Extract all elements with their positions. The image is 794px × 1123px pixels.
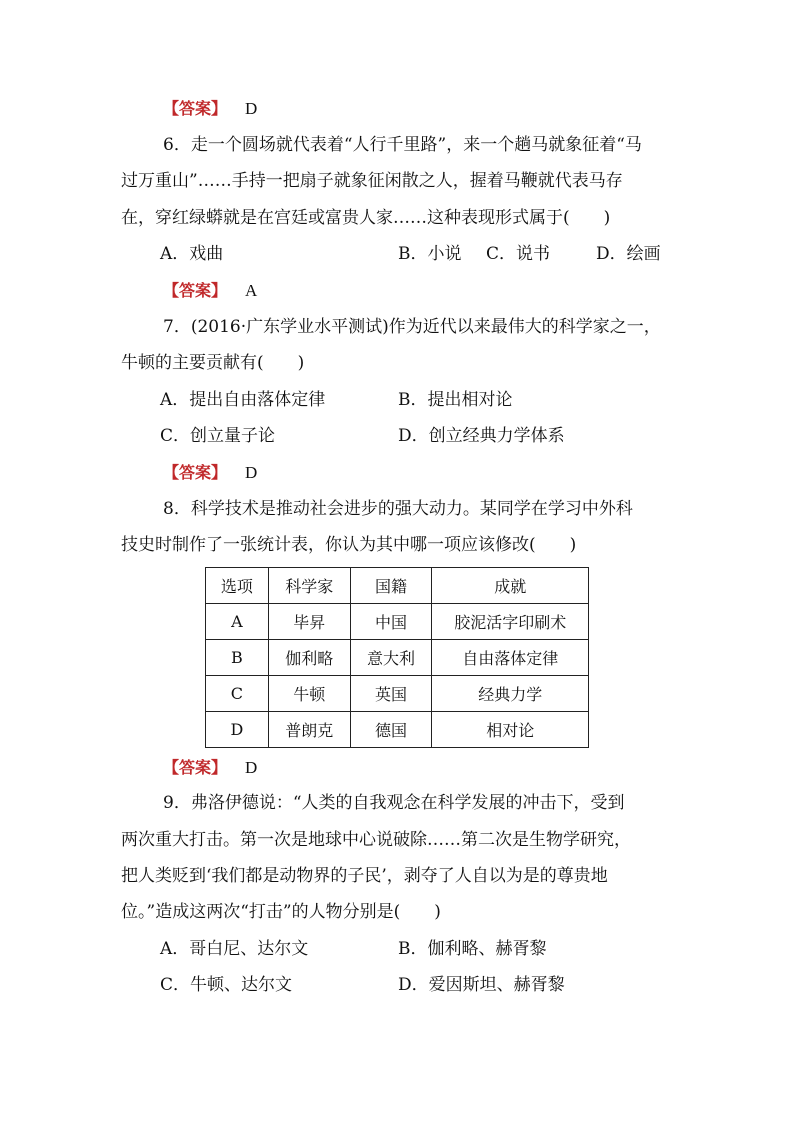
answer-line: [163, 757, 257, 779]
question-9-option-c: C．牛顿、达尔文: [160, 975, 293, 995]
table-row: [206, 640, 589, 676]
table-cell: 德国: [350, 712, 432, 748]
answer-label: 【答案】: [163, 99, 228, 118]
table-row: [206, 676, 589, 712]
answer-line: [163, 462, 257, 484]
table-row: [206, 712, 589, 748]
answer-label: 【答案】: [163, 281, 228, 300]
table-cell: 中国: [350, 604, 432, 640]
table-header-cell: 选项: [206, 568, 269, 604]
answer-line: [163, 280, 257, 302]
table-cell: 相对论: [432, 712, 589, 748]
question-6-line-3: 在，穿红绿蟒就是在宫廷或富贵人家……这种表现形式属于( ): [121, 208, 611, 228]
question-6-line-2: 过万重山”……手持一把扇子就象征闲散之人，握着马鞭就代表马存: [121, 171, 623, 191]
answer-value: D: [245, 463, 258, 482]
question-6-option-a: A．戏曲: [160, 244, 224, 264]
table-cell: 英国: [350, 676, 432, 712]
question-8-line-2: 技史时制作了一张统计表，你认为其中哪一项应该修改( ): [121, 535, 577, 555]
question-7-line-1: 7．(2016·广东学业水平测试)作为近代以来最伟大的科学家之一，: [163, 317, 661, 337]
table-cell: C: [206, 676, 269, 712]
question-7-option-b: B．提出相对论: [398, 390, 513, 410]
question-6-option-c: C．说书: [486, 244, 551, 264]
table-cell: D: [206, 712, 269, 748]
answer-value: D: [245, 99, 258, 118]
question-9-line-2: 两次重大打击。第一次是地球中心说破除……第二次是生物学研究，: [121, 830, 631, 850]
table-cell: 牛顿: [268, 676, 350, 712]
question-9-option-d: D．爱因斯坦、赫胥黎: [398, 975, 565, 995]
question-7-option-c: C．创立量子论: [160, 426, 276, 446]
table-header-cell: 科学家: [268, 568, 350, 604]
table-cell: B: [206, 640, 269, 676]
answer-label: 【答案】: [163, 758, 228, 777]
table-row: [206, 604, 589, 640]
question-6-option-b: B．小说: [398, 244, 462, 264]
answer-value: A: [245, 281, 258, 300]
question-8-line-1: 8．科学技术是推动社会进步的强大动力。某同学在学习中外科: [163, 499, 633, 519]
question-9-line-4: 位。”造成这两次“打击”的人物分别是( ): [121, 902, 441, 922]
scientist-statistics-table: [205, 567, 589, 748]
table-cell: 意大利: [350, 640, 432, 676]
question-9-option-b: B．伽利略、赫胥黎: [398, 939, 547, 959]
question-9-option-a: A．哥白尼、达尔文: [160, 939, 309, 959]
answer-value: D: [245, 758, 258, 777]
table-cell: 伽利略: [268, 640, 350, 676]
table-cell: 自由落体定律: [432, 640, 589, 676]
table-header-cell: 成就: [432, 568, 589, 604]
question-9-line-1: 9．弗洛伊德说：“人类的自我观念在科学发展的冲击下，受到: [163, 793, 625, 813]
table-header-cell: 国籍: [350, 568, 432, 604]
question-6-line-1: 6．走一个圆场就代表着“人行千里路”，来一个趟马就象征着“马: [163, 135, 642, 155]
question-7-option-a: A．提出自由落体定律: [160, 390, 326, 410]
table-cell: 毕昇: [268, 604, 350, 640]
table-cell: A: [206, 604, 269, 640]
answer-line: [163, 98, 257, 120]
table-cell: 经典力学: [432, 676, 589, 712]
question-7-line-2: 牛顿的主要贡献有( ): [121, 353, 305, 373]
table-header-row: [206, 568, 589, 604]
table-cell: 胶泥活字印刷术: [432, 604, 589, 640]
question-6-option-d: D．绘画: [596, 244, 661, 264]
table-cell: 普朗克: [268, 712, 350, 748]
question-7-option-d: D．创立经典力学体系: [398, 426, 565, 446]
question-9-line-3: 把人类贬到‘我们都是动物界的子民’，剥夺了人自以为是的尊贵地: [121, 866, 608, 886]
answer-label: 【答案】: [163, 463, 228, 482]
